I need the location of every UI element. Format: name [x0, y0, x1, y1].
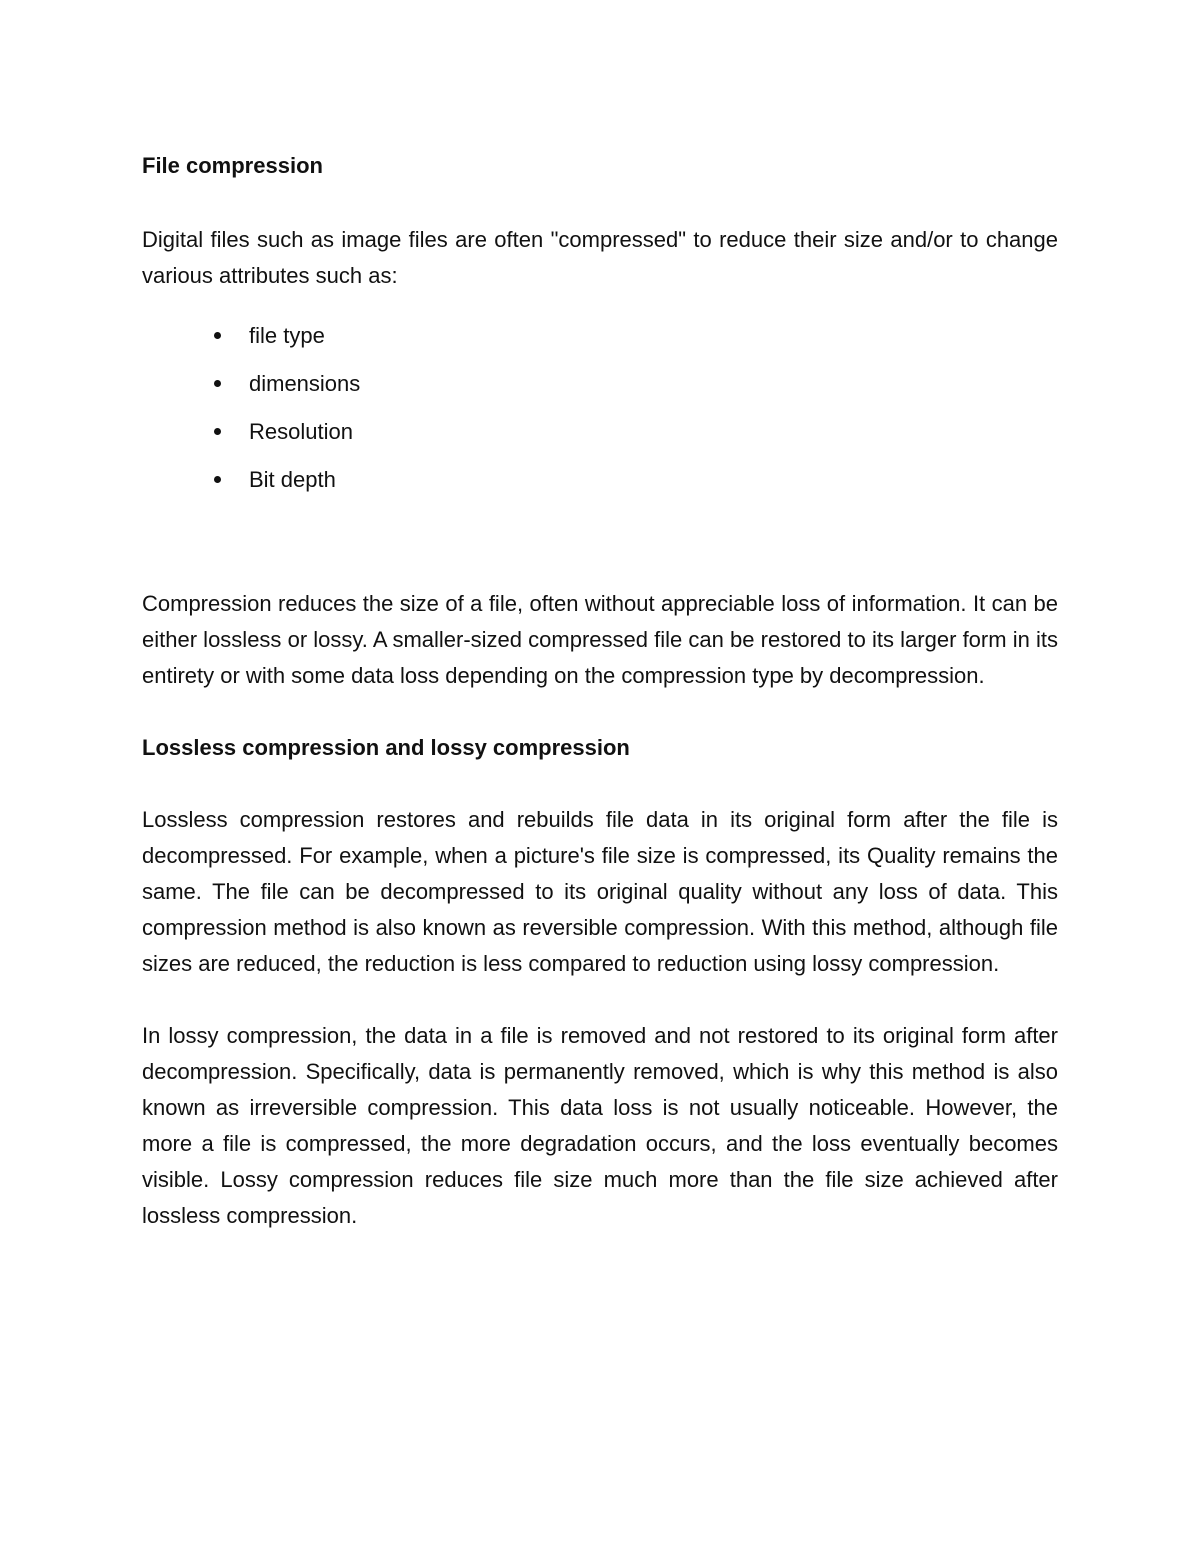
- list-item: [142, 456, 1058, 504]
- intro-paragraph: Digital files such as image files are often "compressed" to reduce their size and/or to change various attributes such as:: [142, 227, 1058, 288]
- spacer: [142, 982, 1058, 1018]
- bullet-icon: [214, 332, 221, 339]
- bullet-icon: [214, 428, 221, 435]
- list-item-label: Resolution: [249, 419, 353, 444]
- list-item: [142, 408, 1058, 456]
- lossy-paragraph: In lossy compression, the data in a file is removed and not restored to its original form after decompression. Specifically, data is permanently removed, which is why this method is also known as irreversible compression. This data loss is not usually noticeable. However, the more a file is compressed, the more degradation occurs, and the loss eventually becomes visible. Lossy compression reduces file size much more than the file size achieved after lossless compression.: [142, 1023, 1058, 1228]
- list-item-label: dimensions: [249, 371, 361, 396]
- list-item: [142, 312, 1058, 360]
- lossless-paragraph: Lossless compression restores and rebuilds file data in its original form after the file is decompressed. For example, when a picture's file size is compressed, its Quality remains the same. The file can be decompressed to its original quality without any loss of data. This compression method is also known as reversible compression. With this method, although file sizes are reduced, the reduction is less compared to reduction using lossy compression.: [142, 807, 1058, 976]
- compression-paragraph: Compression reduces the size of a file, often without appreciable loss of information. It can be either lossless or lossy. A smaller-sized compressed file can be restored to its larger form in its entirety or with some data loss depending on the compression type by decompression.: [142, 591, 1058, 688]
- list-item-label: Bit depth: [249, 467, 336, 492]
- list-item-label: file type: [249, 323, 325, 348]
- attribute-list: [142, 312, 1058, 504]
- spacer: [142, 184, 1058, 222]
- spacer: [142, 694, 1058, 730]
- spacer: [142, 504, 1058, 586]
- bullet-icon: [214, 380, 221, 387]
- list-item: [142, 360, 1058, 408]
- document-page: [142, 148, 1058, 1234]
- spacer: [142, 766, 1058, 802]
- bullet-icon: [214, 476, 221, 483]
- spacer: [142, 294, 1058, 312]
- document-title: File compression: [142, 153, 323, 178]
- section-heading: Lossless compression and lossy compression: [142, 735, 630, 760]
